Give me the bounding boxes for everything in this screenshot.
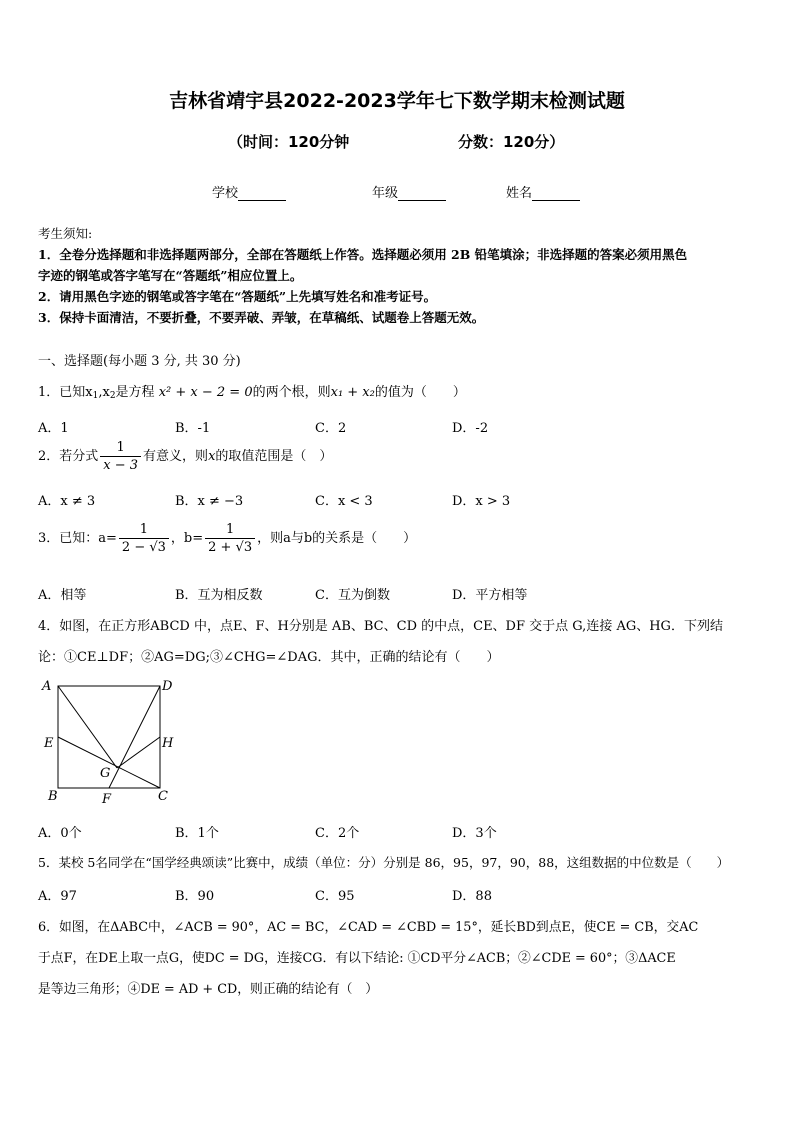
q6-line1: 6．如图，在ΔABC中，∠ACB = 90°，AC = BC，∠CAD = ∠CBD = 15°，延长BD到点E，使CE = CB，交AC — [38, 920, 699, 935]
q2-option-b[interactable]: B．x ≠ −3 — [175, 494, 244, 509]
q2-num: 1 — [100, 441, 141, 457]
q3-b-num: 1 — [205, 523, 255, 539]
q1-mid: 是方程 — [115, 385, 155, 400]
q1-equation: x² + x − 2 = 0 — [158, 385, 253, 400]
q1-pre: 1．已知x — [38, 385, 93, 400]
label-e: E — [44, 736, 54, 751]
q1-post: 的两个根，则 — [252, 385, 331, 400]
q5-line1: 5．某校 5名同学在“国学经典颂读”比赛中，成绩（单位：分）分别是 86，95，97，90，88，这组数据的中位数是（ ） — [38, 855, 730, 870]
grade-field — [372, 182, 446, 201]
q2-tail: 的取值范围是（ ） — [215, 449, 333, 464]
label-h: H — [162, 736, 174, 751]
label-b: B — [48, 789, 58, 804]
school-blank — [238, 188, 286, 201]
q3-b-den: 2 + √3 — [208, 540, 253, 555]
q4-option-b[interactable]: B．1个 — [175, 826, 219, 841]
q3-a-num: 1 — [119, 523, 169, 539]
segment-hg — [117, 737, 160, 768]
notice-item1-line2: 字迹的钢笔或答字笔写在“答题纸”相应位置上。 — [38, 268, 303, 283]
q5-option-a[interactable]: A．97 — [38, 889, 77, 904]
q2-den: x − 3 — [103, 458, 139, 473]
segment-ag — [58, 686, 117, 768]
label-g: G — [100, 766, 111, 781]
segment-df — [109, 686, 160, 788]
section-heading: 一、选择题(每小题 3 分, 共 30 分) — [38, 354, 241, 369]
school-label: 学校 — [212, 186, 239, 201]
q4-square-diagram — [36, 674, 186, 809]
q5-option-b[interactable]: B．90 — [175, 889, 215, 904]
q6-line3: 是等边三角形；④DE = AD + CD，则正确的结论有（ ） — [38, 982, 379, 997]
notice-item1-line1: 1．全卷分选择题和非选择题两部分，全部在答题纸上作答。选择题必须用 2B 铅笔填涂；非选择题的答案必须用黑色 — [38, 247, 688, 262]
q3-fraction-a — [119, 523, 169, 554]
q3-fraction-b — [205, 523, 255, 554]
question-3 — [38, 523, 416, 554]
grade-blank — [398, 188, 446, 201]
q4-line1: 4．如图，在正方形ABCD 中，点E、F、H分别是 AB、BC、CD 的中点，CE、DF 交于点 G,连接 AG、HG．下列结 — [38, 619, 723, 634]
q2-post: 有意义，则 — [143, 449, 209, 464]
name-blank — [532, 188, 580, 201]
q4-option-c[interactable]: C．2个 — [315, 826, 360, 841]
q2-option-c[interactable]: C．x < 3 — [315, 494, 373, 509]
q1-option-a[interactable]: A．1 — [38, 421, 69, 436]
name-field — [506, 182, 580, 201]
exam-time: （时间：120分钟 — [228, 133, 350, 151]
label-c: C — [158, 789, 168, 804]
q2-pre: 2．若分式 — [38, 449, 99, 464]
q1-option-d[interactable]: D．-2 — [452, 421, 489, 436]
q1-sub: 1 — [92, 391, 99, 401]
notice-item3: 3．保持卡面清洁，不要折叠，不要弄破、弄皱，在草稿纸、试题卷上答题无效。 — [38, 310, 485, 325]
page-title: 吉林省靖宇县2022-2023学年七下数学期末检测试题 — [169, 90, 625, 112]
q1-tail: 的值为（ ） — [374, 385, 466, 400]
q4-line2: 论：①CE⊥DF；②AG=DG;③∠CHG=∠DAG．其中，正确的结论有（ ） — [38, 650, 500, 665]
q3-option-c[interactable]: C．互为倒数 — [315, 588, 390, 603]
q2-fraction — [100, 441, 141, 472]
q3-option-a[interactable]: A．相等 — [38, 588, 87, 603]
q1-option-b[interactable]: B．-1 — [175, 421, 211, 436]
label-d: D — [162, 679, 173, 694]
q6-line2: 于点F，在DE上取一点G，使DC = DG，连接CG．有以下结论: ①CD平分∠ACB；②∠CDE = 60°；③ΔACE — [38, 951, 676, 966]
q3-b-label: ，b= — [170, 531, 204, 546]
q1-sub2: 2 — [109, 391, 116, 401]
q3-pre: 3．已知：a= — [38, 531, 117, 546]
q3-option-d[interactable]: D．平方相等 — [452, 588, 528, 603]
question-2 — [38, 441, 332, 472]
name-label: 姓名 — [506, 186, 533, 201]
notice-heading: 考生须知: — [38, 226, 93, 241]
q1-expr: x₁ + x₂ — [330, 385, 375, 400]
q5-option-d[interactable]: D．88 — [452, 889, 492, 904]
q5-option-c[interactable]: C．95 — [315, 889, 355, 904]
q1-option-c[interactable]: C．2 — [315, 421, 347, 436]
q3-tail: ，则a与b的关系是（ ） — [257, 531, 417, 546]
notice-item2: 2．请用黑色字迹的钢笔或答字笔在“答题纸”上先填写姓名和准考证号。 — [38, 289, 437, 304]
exam-score: 分数：120分） — [458, 133, 565, 151]
q2-option-d[interactable]: D．x > 3 — [452, 494, 511, 509]
grade-label: 年级 — [372, 186, 399, 201]
q3-a-den: 2 − √3 — [121, 540, 166, 555]
school-field — [212, 182, 286, 201]
q4-option-a[interactable]: A．0个 — [38, 826, 82, 841]
q3-option-b[interactable]: B．互为相反数 — [175, 588, 263, 603]
q2-var: x — [208, 449, 216, 464]
label-f: F — [102, 792, 112, 807]
label-a: A — [42, 679, 52, 694]
question-1: 1．已知x1,x2是方程 x² + x − 2 = 0的两个根，则x₁ + x₂的值为（ ） — [38, 385, 466, 401]
q4-option-d[interactable]: D．3个 — [452, 826, 497, 841]
q2-option-a[interactable]: A．x ≠ 3 — [38, 494, 96, 509]
